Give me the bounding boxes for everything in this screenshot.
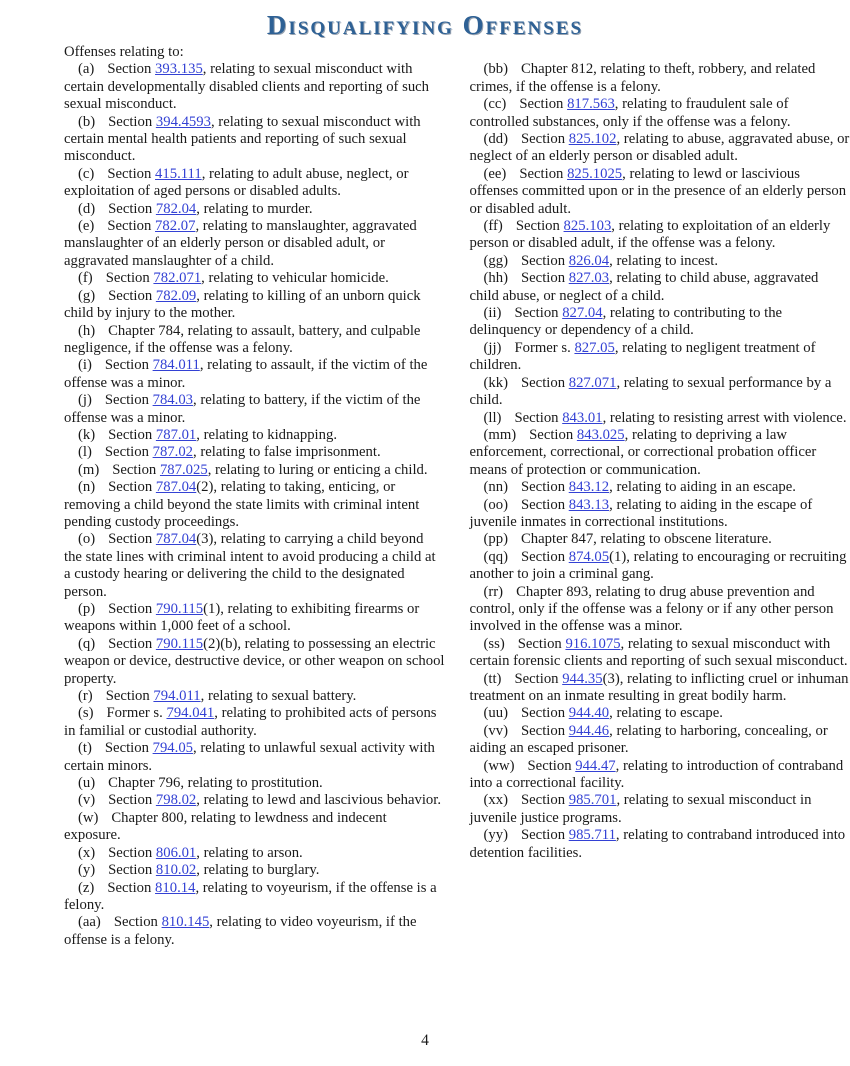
- offense-item: (cc) Section 817.563, relating to fraudulent sale of controlled substances, only if the offense was a felony.: [469, 96, 791, 130]
- page-title: Disqualifying Offenses: [266, 10, 584, 40]
- item-label: (h): [78, 322, 96, 339]
- statute-link[interactable]: 794.041: [166, 705, 215, 722]
- statute-link[interactable]: 787.025: [159, 461, 208, 478]
- offense-item: (y) Section 810.02, relating to burglary.: [78, 862, 320, 879]
- item-label: (kk): [483, 374, 508, 391]
- offense-item: (mm) Section 843.025, relating to depriving a law enforcement, correctional, or correctional probation officer means of protection or communication.: [469, 426, 817, 478]
- offense-item: (v) Section 798.02, relating to lewd and lascivious behavior.: [78, 792, 441, 809]
- offense-item: (aa) Section 810.145, relating to video voyeurism, if the offense is a felony.: [64, 914, 417, 948]
- item-label: (ii): [483, 305, 502, 322]
- statute-link[interactable]: 827.071: [568, 374, 617, 391]
- statute-link[interactable]: 985.711: [568, 827, 616, 844]
- statute-link[interactable]: 787.04: [155, 531, 197, 548]
- statute-link[interactable]: 843.13: [568, 496, 610, 513]
- statute-link[interactable]: 825.102: [568, 131, 617, 148]
- statute-link[interactable]: 810.02: [155, 862, 197, 879]
- right-column: [470, 44, 850, 949]
- statute-link[interactable]: 826.04: [568, 252, 610, 269]
- offense-item: (hh) Section 827.03, relating to child abuse, aggravated child abuse, or neglect of a child.: [469, 270, 819, 304]
- item-label: (yy): [483, 827, 508, 844]
- offense-item: (h) Chapter 784, relating to assault, battery, and culpable negligence, if the offense was a felony.: [64, 322, 421, 356]
- item-label: (n): [78, 479, 96, 496]
- statute-link[interactable]: 790.115: [155, 635, 204, 652]
- statute-link[interactable]: 782.071: [153, 270, 202, 287]
- offense-item: (vv) Section 944.46, relating to harboring, concealing, or aiding an escaped prisoner.: [469, 722, 828, 757]
- statute-link[interactable]: 790.115: [155, 601, 204, 617]
- offense-item: (f) Section 782.071, relating to vehicular homicide.: [78, 270, 389, 287]
- statute-link[interactable]: 393.135: [155, 61, 203, 78]
- offense-item: (w) Chapter 800, relating to lewdness and indecent exposure.: [64, 809, 387, 844]
- intro-line: Offenses relating to:: [64, 44, 184, 60]
- statute-link[interactable]: 827.04: [562, 305, 603, 322]
- item-label: (d): [78, 200, 96, 217]
- offense-item: (yy) Section 985.711, relating to contraband introduced into detention facilities.: [469, 827, 846, 861]
- item-label: (q): [78, 635, 96, 652]
- item-label: (jj): [483, 339, 502, 356]
- statute-link[interactable]: 944.47: [575, 757, 616, 774]
- item-label: (z): [78, 879, 95, 896]
- item-label: (x): [78, 844, 96, 861]
- statute-link[interactable]: 794.011: [153, 688, 201, 705]
- statute-link[interactable]: 944.40: [568, 705, 610, 722]
- item-label: (qq): [483, 548, 508, 565]
- statute-link[interactable]: 843.12: [568, 479, 610, 496]
- item-label: (vv): [483, 722, 508, 739]
- offense-item: (ll) Section 843.01, relating to resisting arrest with violence.: [483, 409, 847, 426]
- offense-item: (bb) Chapter 812, relating to theft, robbery, and related crimes, if the offense is a felony.: [469, 61, 816, 95]
- item-label: (uu): [483, 705, 508, 722]
- item-label: (j): [78, 392, 92, 409]
- offense-item: (b) Section 394.4593, relating to sexual misconduct with certain mental health patients and reporting of such sexual misconduct.: [64, 113, 421, 165]
- offense-item: (t) Section 794.05, relating to unlawful sexual activity with certain minors.: [64, 740, 435, 774]
- offense-item: (tt) Section 944.35(3), relating to inflicting cruel or inhuman treatment on an inmate resulting in great bodily harm.: [469, 670, 849, 705]
- item-label: (a): [78, 61, 95, 78]
- offense-item: (k) Section 787.01, relating to kidnapping.: [78, 426, 337, 443]
- offense-item: (jj) Former s. 827.05, relating to negligent treatment of children.: [469, 339, 816, 374]
- item-label: (w): [78, 809, 99, 826]
- item-label: (l): [78, 444, 92, 461]
- statute-link[interactable]: 787.04: [155, 479, 197, 496]
- item-label: (ee): [483, 165, 507, 182]
- left-column: [64, 44, 445, 949]
- item-label: (tt): [483, 670, 502, 687]
- offense-item: (dd) Section 825.102, relating to abuse, aggravated abuse, or neglect of an elderly person or disabled adult.: [469, 131, 850, 165]
- offense-item: (ee) Section 825.1025, relating to lewd or lascivious offenses committed upon or in the presence of an elderly person or disabled adult.: [469, 165, 847, 217]
- item-label: (dd): [483, 131, 508, 148]
- statute-link[interactable]: 394.4593: [155, 113, 211, 130]
- statute-link[interactable]: 787.02: [152, 444, 193, 461]
- statute-link[interactable]: 782.07: [155, 218, 196, 235]
- item-label: (c): [78, 165, 95, 182]
- statute-link[interactable]: 415.111: [155, 165, 202, 182]
- item-label: (ww): [483, 757, 515, 774]
- offense-item: (s) Former s. 794.041, relating to prohibited acts of persons in familial or custodial authority.: [64, 705, 437, 739]
- offense-item: (ss) Section 916.1075, relating to sexual misconduct with certain forensic clients and reporting of such sexual misconduct.: [469, 635, 848, 670]
- statute-link[interactable]: 825.1025: [567, 165, 623, 182]
- offense-item: (pp) Chapter 847, relating to obscene literature.: [483, 531, 772, 548]
- offense-item: (p) Section 790.115(1), relating to exhibiting firearms or weapons within 1,000 feet of a school.: [64, 601, 420, 635]
- statute-link[interactable]: 810.14: [155, 879, 196, 896]
- item-label: (oo): [483, 496, 508, 513]
- offense-item: (rr) Chapter 893, relating to drug abuse prevention and control, only if the offense was a felony or if any other person involved in the offense was a minor.: [469, 583, 834, 635]
- offense-item: (r) Section 794.011, relating to sexual battery.: [78, 688, 357, 705]
- statute-link[interactable]: 794.05: [152, 740, 193, 757]
- statute-link[interactable]: 810.145: [161, 914, 210, 931]
- item-label: (cc): [483, 96, 507, 113]
- offense-item: (j) Section 784.03, relating to battery, if the victim of the offense was a minor.: [64, 392, 421, 426]
- item-label: (nn): [483, 479, 508, 496]
- statute-link[interactable]: 916.1075: [565, 635, 621, 652]
- statute-link[interactable]: 784.03: [152, 392, 193, 409]
- item-label: (o): [78, 531, 96, 548]
- offense-item: (x) Section 806.01, relating to arson.: [78, 844, 303, 861]
- offense-item: (uu) Section 944.40, relating to escape.: [483, 705, 723, 722]
- offense-item: (m) Section 787.025, relating to luring or enticing a child.: [78, 461, 428, 478]
- offense-item: (ff) Section 825.103, relating to exploitation of an elderly person or disabled adult, if the offense was a felony.: [469, 218, 831, 252]
- statute-link[interactable]: 827.03: [568, 270, 610, 287]
- offense-item: (ii) Section 827.04, relating to contributing to the delinquency or dependency of a child.: [469, 305, 783, 339]
- statute-link[interactable]: 798.02: [155, 792, 197, 809]
- offense-item: (gg) Section 826.04, relating to incest.: [483, 252, 719, 269]
- statute-link[interactable]: 985.701: [568, 792, 617, 809]
- offense-item: (a) Section 393.135, relating to sexual misconduct with certain developmentally disabled clients and reporting of such sexual misconduct.: [64, 61, 430, 113]
- statute-link[interactable]: 825.103: [563, 218, 612, 235]
- offense-item: (c) Section 415.111, relating to adult abuse, neglect, or exploitation of aged persons or disabled adults.: [64, 165, 409, 200]
- offense-item: (q) Section 790.115(2)(b), relating to possessing an electric weapon or device, destructive device, or other weapon on school property.: [64, 635, 445, 687]
- statute-link[interactable]: 782.09: [155, 287, 197, 304]
- statute-link[interactable]: 806.01: [155, 844, 197, 861]
- item-label: (ll): [483, 409, 502, 426]
- offense-item: (i) Section 784.011, relating to assault, if the victim of the offense was a minor.: [64, 357, 428, 391]
- statute-link[interactable]: 817.563: [567, 96, 615, 113]
- statute-link[interactable]: 827.05: [574, 339, 615, 356]
- statute-link[interactable]: 787.01: [155, 426, 197, 443]
- item-label: (p): [78, 601, 96, 617]
- item-label: (hh): [483, 270, 508, 287]
- item-label: (k): [78, 426, 96, 443]
- statute-link[interactable]: 874.05: [568, 548, 610, 565]
- offense-item: (o) Section 787.04(3), relating to carrying a child beyond the state lines with criminal intent to avoid producing a child at a custody hearing or delivering the child to the designated person.: [64, 531, 436, 600]
- item-label: (ss): [483, 635, 505, 652]
- item-label: (aa): [78, 914, 101, 931]
- offense-item: (e) Section 782.07, relating to manslaughter, aggravated manslaughter of an elderly person or disabled adult, or aggravated manslaughter of a child.: [64, 218, 417, 269]
- statute-link[interactable]: 784.011: [152, 357, 200, 374]
- offense-item: (oo) Section 843.13, relating to aiding in the escape of juvenile inmates in correctional institutions.: [469, 496, 813, 530]
- offense-item: (xx) Section 985.701, relating to sexual misconduct in juvenile justice programs.: [469, 792, 812, 826]
- item-label: (f): [78, 270, 93, 287]
- two-column-content: [0, 41, 850, 949]
- offense-item: (z) Section 810.14, relating to voyeurism, if the offense is a felony.: [64, 879, 437, 913]
- offense-item: (n) Section 787.04(2), relating to taking, enticing, or removing a child beyond the state limits with criminal intent pending custody proceedings.: [64, 479, 420, 530]
- offense-item: (ww) Section 944.47, relating to introduction of contraband into a correctional facility.: [469, 757, 844, 792]
- item-label: (u): [78, 775, 96, 792]
- statute-link[interactable]: 944.35: [562, 670, 603, 687]
- offense-item: (kk) Section 827.071, relating to sexual performance by a child.: [469, 374, 832, 409]
- offense-item: (l) Section 787.02, relating to false imprisonment.: [78, 444, 381, 461]
- item-label: (v): [78, 792, 96, 809]
- item-label: (xx): [483, 792, 508, 809]
- item-label: (ff): [483, 218, 503, 235]
- offense-item: (qq) Section 874.05(1), relating to encouraging or recruiting another to join a criminal gang.: [469, 548, 847, 583]
- statute-link[interactable]: 944.46: [568, 722, 610, 739]
- item-label: (b): [78, 113, 96, 130]
- statute-link[interactable]: 843.025: [576, 426, 625, 443]
- item-label: (g): [78, 287, 96, 304]
- offense-item: (d) Section 782.04, relating to murder.: [78, 200, 313, 217]
- item-label: (s): [78, 705, 94, 722]
- item-label: (y): [78, 862, 96, 879]
- item-label: (pp): [483, 531, 508, 548]
- item-label: (bb): [483, 61, 508, 78]
- offense-item: (u) Chapter 796, relating to prostitution.: [78, 775, 323, 792]
- item-label: (t): [78, 740, 92, 757]
- item-label: (gg): [483, 252, 508, 269]
- statute-link[interactable]: 782.04: [155, 200, 197, 217]
- item-label: (e): [78, 218, 95, 235]
- item-label: (i): [78, 357, 92, 374]
- statute-link[interactable]: 843.01: [562, 409, 603, 426]
- item-label: (r): [78, 688, 93, 705]
- page-number: 4: [421, 1032, 429, 1049]
- item-label: (mm): [483, 426, 517, 443]
- item-label: (rr): [483, 583, 504, 600]
- offense-item: (nn) Section 843.12, relating to aiding in an escape.: [483, 479, 796, 496]
- offense-item: (g) Section 782.09, relating to killing of an unborn quick child by injury to the mother.: [64, 287, 421, 322]
- item-label: (m): [78, 461, 100, 478]
